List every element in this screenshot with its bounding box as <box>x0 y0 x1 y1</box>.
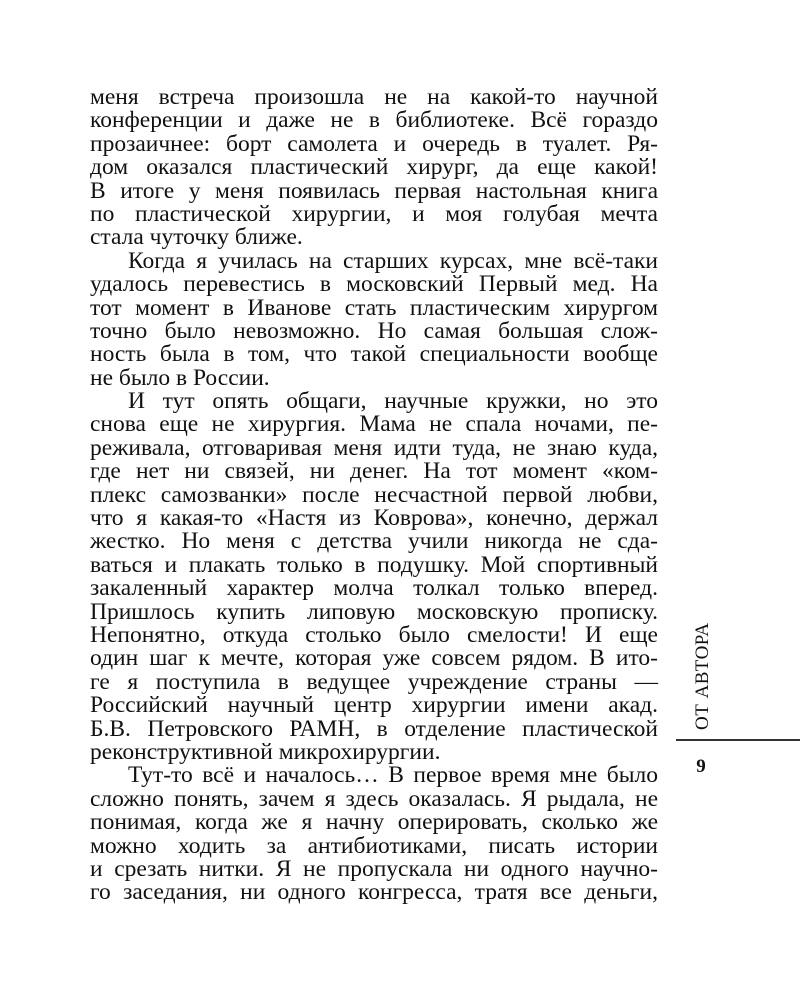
text-line: снова еще не хирургия. Мама не спала ночами, пе- <box>90 411 658 438</box>
section-tab <box>688 624 718 730</box>
text-line: и срезать нитки. Я не пропускала ни одного научно- <box>90 855 658 882</box>
text-line: удалось перевестись в московский Первый мед. На <box>90 271 658 298</box>
text-line: реконструктивной микрохирургии. <box>90 738 441 765</box>
text-line: Пришлось купить липовую московскую прописку. <box>90 598 658 625</box>
text-line: Тут-то всё и началось… В первое время мне было <box>128 762 658 789</box>
text-line: закаленный характер молча толкал только вперед. <box>90 575 658 602</box>
text-line: по пластической хирургии, и моя голубая мечта <box>90 200 658 227</box>
text-line: Российский научный центр хирургии имени акад. <box>90 692 658 719</box>
text-line: Непонятно, откуда столько было смелости! И еще <box>90 621 658 648</box>
text-line: ге я поступила в ведущее учреждение страны — <box>90 668 658 695</box>
text-line: жестко. Но меня с детства учили никогда не сда- <box>90 528 658 555</box>
text-line: тот момент в Иванове стать пластическим хирургом <box>90 294 658 321</box>
text-line: понимая, когда же я начну оперировать, сколько же <box>90 809 658 836</box>
text-line: один шаг к мечте, которая уже совсем рядом. В ито- <box>90 645 658 672</box>
text-line: В итоге у меня появилась первая настольная книга <box>90 177 658 204</box>
text-line: реживала, отговаривая меня идти туда, не знаю куда, <box>90 434 658 461</box>
page-number: 9 <box>696 756 706 777</box>
text-line: Когда я училась на старших курсах, мне всё-таки <box>128 247 658 274</box>
text-line: го заседания, ни одного конгресса, тратя все деньги, <box>90 879 658 906</box>
body-text <box>90 86 658 905</box>
text-line: плекс самозванки» после несчастной первой любви, <box>90 481 658 508</box>
text-line: меня встреча произошла не на какой-то научной <box>90 84 658 110</box>
text-line: где нет ни связей, ни денег. На тот момент «ком- <box>90 458 658 485</box>
text-line: ность была в том, что такой специальности вообще <box>90 341 658 368</box>
text-line: что я какая-то «Настя из Коврова», конечно, держал <box>90 505 658 532</box>
margin-divider <box>676 739 800 741</box>
text-line: точно было невозможно. Но самая большая слож- <box>90 317 658 344</box>
text-line: стала чуточку ближе. <box>90 224 303 251</box>
text-line: конференции и даже не в библиотеке. Всё гораздо <box>90 107 658 134</box>
text-line: дом оказался пластический хирург, да еще какой! <box>90 154 658 181</box>
section-title: ОТ АВТОРА <box>692 622 713 730</box>
text-line: Б.В. Петровского РАМН, в отделение пластической <box>90 715 658 742</box>
text-line: можно ходить за антибиотиками, писать истории <box>90 832 658 859</box>
text-line: прозаичнее: борт самолета и очередь в туалет. Ря- <box>90 130 658 157</box>
text-line: ваться и плакать только в подушку. Мой спортивный <box>90 551 658 578</box>
text-line: И тут опять общаги, научные кружки, но это <box>128 388 658 415</box>
text-line: сложно понять, зачем я здесь оказалась. Я рыдала, не <box>90 785 658 812</box>
text-line: не было в России. <box>90 364 270 391</box>
